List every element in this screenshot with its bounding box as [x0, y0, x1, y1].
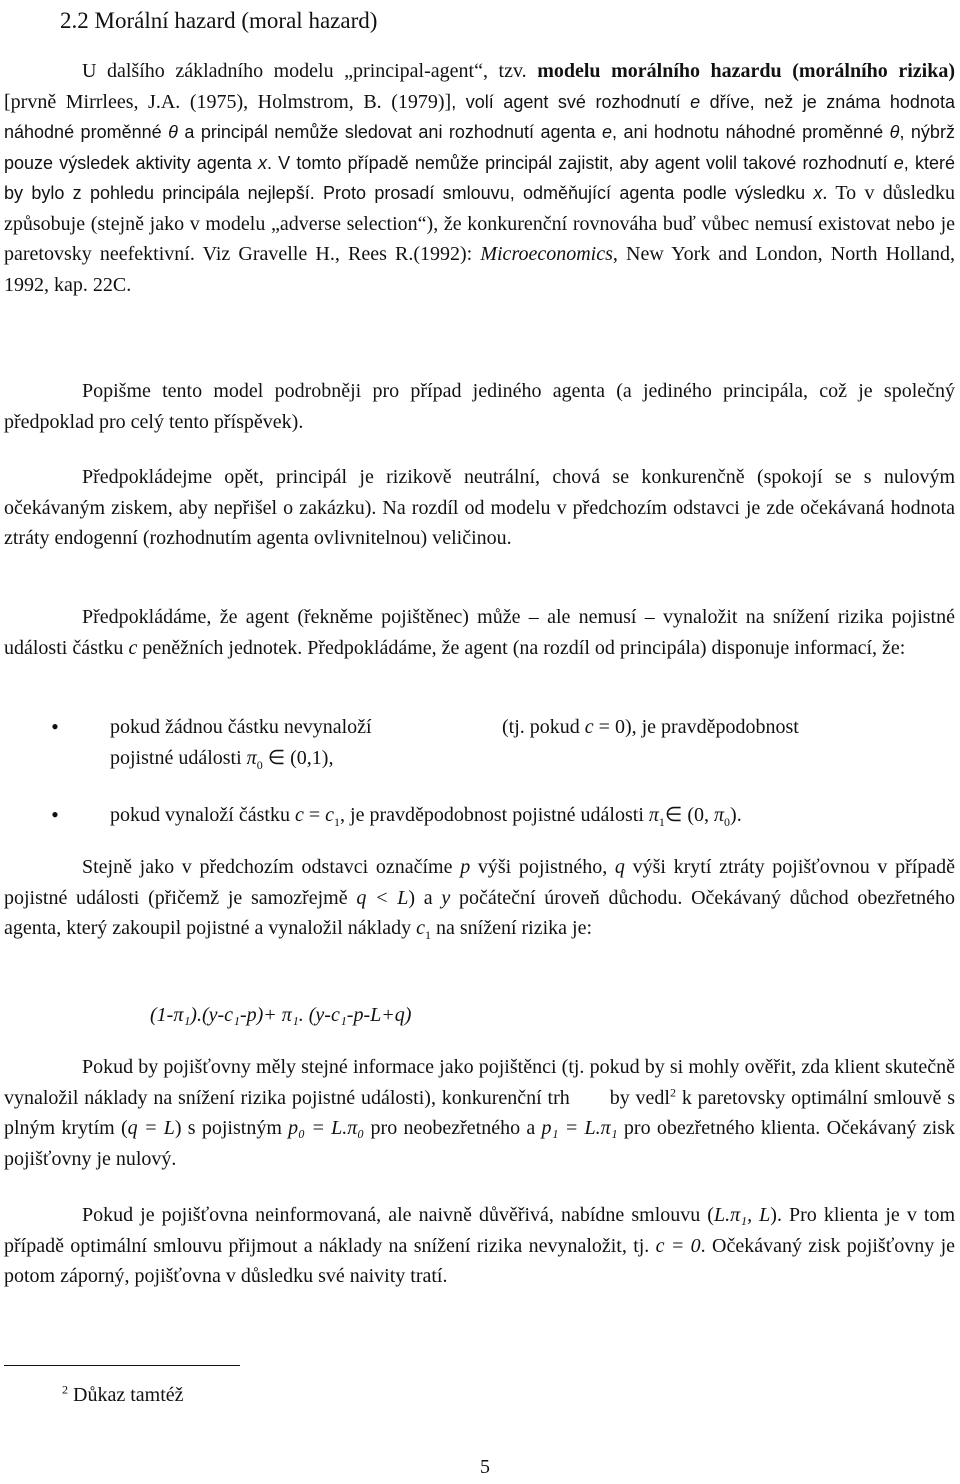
bullet-list-1 [51, 712, 956, 773]
footnote-ref: 2 [670, 1084, 676, 1099]
expected-income-formula: (1-π₁).(y-c₁-p)+ π₁. (y-c₁-p-L+q) [150, 1004, 412, 1026]
footnote: $^2$ Důkaz tamtéž [62, 1382, 184, 1406]
paragraph-model-description: Popišme tento model podrobněji pro případ jediného agenta (a jediného principála, což je společný předpoklad pro celý tento příspěvek). [4, 380, 955, 433]
paragraph-agent-spending: Předpokládáme, že agent (řekněme pojištěnec) může – ale nemusí – vynaložit na snížení rizika pojistné události částku c peněžních jednotek. Předpokládáme, že agent (na rozdíl od principála) disponuje informací, že: [4, 606, 955, 659]
paragraph-notation: Stejně jako v předchozím odstavci označíme p výši pojistného, q výši krytí ztráty pojišťovnou v případě pojistné události (přičemž je samozřejmě q < L) a y počáteční úroveň důchodu. Očekávaný důchod obezřetného agenta, který zakoupil pojistné a vynaložil náklady $c_1$ na snížení rizika je: [4, 856, 956, 942]
bullet-dot: • [51, 802, 59, 827]
bullet-dot: • [51, 714, 59, 739]
paragraph-full-information: Pokud by pojišťovny měly stejné informace jako pojištěnci (tj. pokud by si mohly ověřit, zda klient skutečně vynaložil náklady na snížení rizika pojistné události), konkurenční trh by vedl$^2$ k paretovsky optimální smlouvě s plným krytím (q = L) s pojistným p₀ = L.π₀ pro neobezřetného a p₁ = L.π₁ pro obezřetného klienta. Očekávaný zisk pojišťovny je nulový. [4, 1056, 956, 1170]
section-heading: 2.2 Morální hazard (moral hazard) [60, 8, 378, 33]
footnote-separator [4, 1365, 240, 1366]
bullet-list-2 [51, 800, 956, 831]
page-number: 5 [480, 1456, 490, 1478]
list-item: • pokud žádnou částku nevynaloží pojistné události $\pi_0$ ∈ (0,1),(tj. pokud c = 0), je pravděpodobnost [110, 712, 956, 773]
paragraph-assumptions: Předpokládejme opět, principál je rizikově neutrální, chová se konkurenčně (spokojí se s nulovým očekávaným ziskem, aby nepřišel o zakázku). Na rozdíl od modelu v předchozím odstavci je zde očekávaná hodnota ztráty endogenní (rozhodnutím agenta ovlivnitelnou) veličinou. [4, 466, 955, 549]
paragraph-moral-hazard-intro: U dalšího základního modelu „principal-agent“, tzv. modelu morálního hazardu (morálního rizika) [prvně Mirrlees, J.A. (1975), Holmstrom, B. (1979)], volí agent své rozhodnutí e dříve, než je známa hodnota náhodné proměnné θ a principál nemůže sledovat ani rozhodnutí agenta e, ani hodnotu náhodné proměnné θ, nýbrž pouze výsledek aktivity agenta x. V tomto případě nemůže principál zajistit, aby agent volil takové rozhodnutí e, které by bylo z pohledu principála nejlepší. Proto prosadí smlouvu, odměňující agenta podle výsledku x. To v důsledku způsobuje (stejně jako v modelu „adverse selection“), že konkurenční rovnováha buď vůbec nemusí existovat nebo je paretovsky neefektivní. Viz Gravelle H., Rees R.(1992): Microeconomics, New York and London, North Holland, 1992, kap. 22C. [4, 60, 956, 296]
paragraph-naive-insurer: Pokud je pojišťovna neinformovaná, ale naivně důvěřivá, nabídne smlouvu (L.π₁, L). Pro klienta je v tom případě optimální smlouvu přijmout a náklady na snížení rizika nevynaložit, tj. c = 0. Očekávaný zisk pojišťovny je potom záporný, pojišťovna v důsledku své naivity tratí. [4, 1204, 956, 1287]
list-item: • pokud vynaloží částku $c = c_1$, je pravděpodobnost pojistné události $\pi_1\in$ (0, $\pi_0$). [110, 800, 956, 831]
